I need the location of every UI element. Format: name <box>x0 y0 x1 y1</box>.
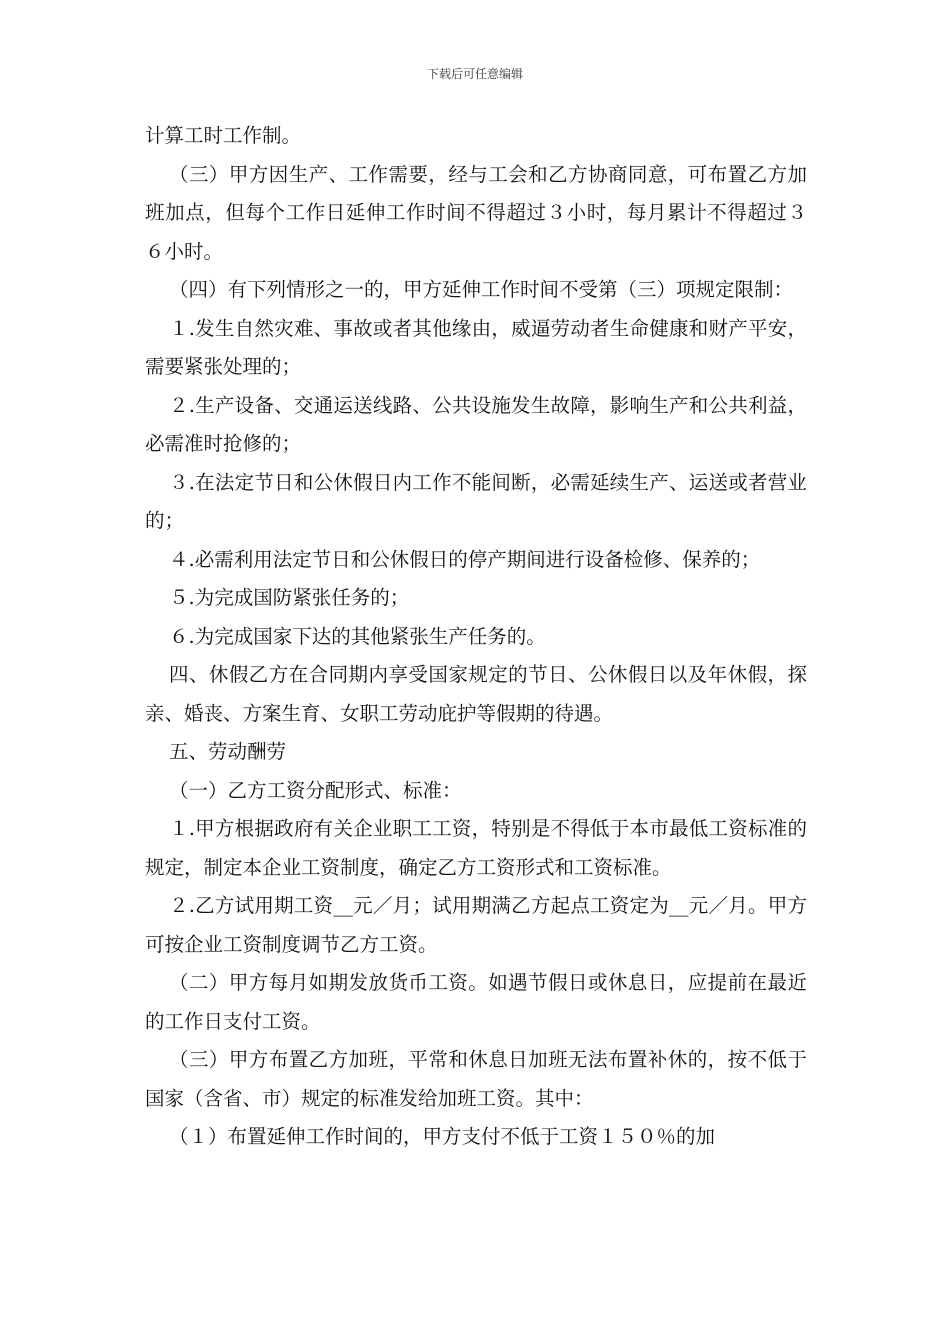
list-item-4: ４.必需利用法定节日和公休假日的停产期间进行设备检修、保养的； <box>169 547 761 571</box>
section-five-heading: 五、劳动酬劳 <box>169 740 287 763</box>
page-header: 下载后可任意编辑 <box>426 67 523 81</box>
list-item-3: ３.在法定节日和公休假日内工作不能间断，必需延续生产、运送或者营业的； <box>145 470 807 532</box>
list-item-2: ２.生产设备、交通运送线路、公共设施发生故障，影响生产和公共利益，必需准时抢修的； <box>145 393 807 455</box>
paragraph-continuation: 计算工时工作制。 <box>145 124 302 147</box>
section-four-leave: 四、休假乙方在合同期内享受国家规定的节日、公休假日以及年休假，探亲、婚丧、方案生育、女职工劳动庇护等假期的待遇。 <box>145 663 807 725</box>
list-item-1: １.发生自然灾难、事故或者其他缘由，威逼劳动者生命健康和财产平安，需要紧张处理的； <box>145 316 807 378</box>
wage-item-2: ２.乙方试用期工资__元／月；试用期满乙方起点工资定为__元／月。甲方可按企业工资制度调节乙方工资。 <box>145 894 807 956</box>
document-body <box>145 117 807 1157</box>
paragraph-overtime-exceptions: （四）有下列情形之一的，甲方延伸工作时间不受第（三）项规定限制： <box>169 278 794 301</box>
list-item-6: ６.为完成国家下达的其他紧张生产任务的。 <box>169 624 546 648</box>
list-item-5: ５.为完成国防紧张任务的； <box>169 586 410 609</box>
paragraph-overtime-arrangement: （三）甲方因生产、工作需要，经与工会和乙方协商同意，可布置乙方加班加点，但每个工作日延伸工作时间不得超过３小时，每月累计不得超过３６小时。 <box>145 162 807 263</box>
wage-item-1: １.甲方根据政府有关企业职工工资，特别是不得低于本市最低工资标准的规定，制定本企业工资制度，确定乙方工资形式和工资标准。 <box>145 817 807 879</box>
subsection-wage-payment: （二）甲方每月如期发放货币工资。如遇节假日或休息日，应提前在最近的工作日支付工资。 <box>145 971 807 1033</box>
subsection-wage-form: （一）乙方工资分配形式、标准： <box>169 778 462 802</box>
subsection-overtime-pay: （三）甲方布置乙方加班，平常和休息日加班无法布置补休的，按不低于国家（含省、市）规定的标准发给加班工资。其中： <box>145 1048 807 1110</box>
overtime-pay-item-1: （１）布置延伸工作时间的，甲方支付不低于工资１５０％的加 <box>169 1125 716 1148</box>
